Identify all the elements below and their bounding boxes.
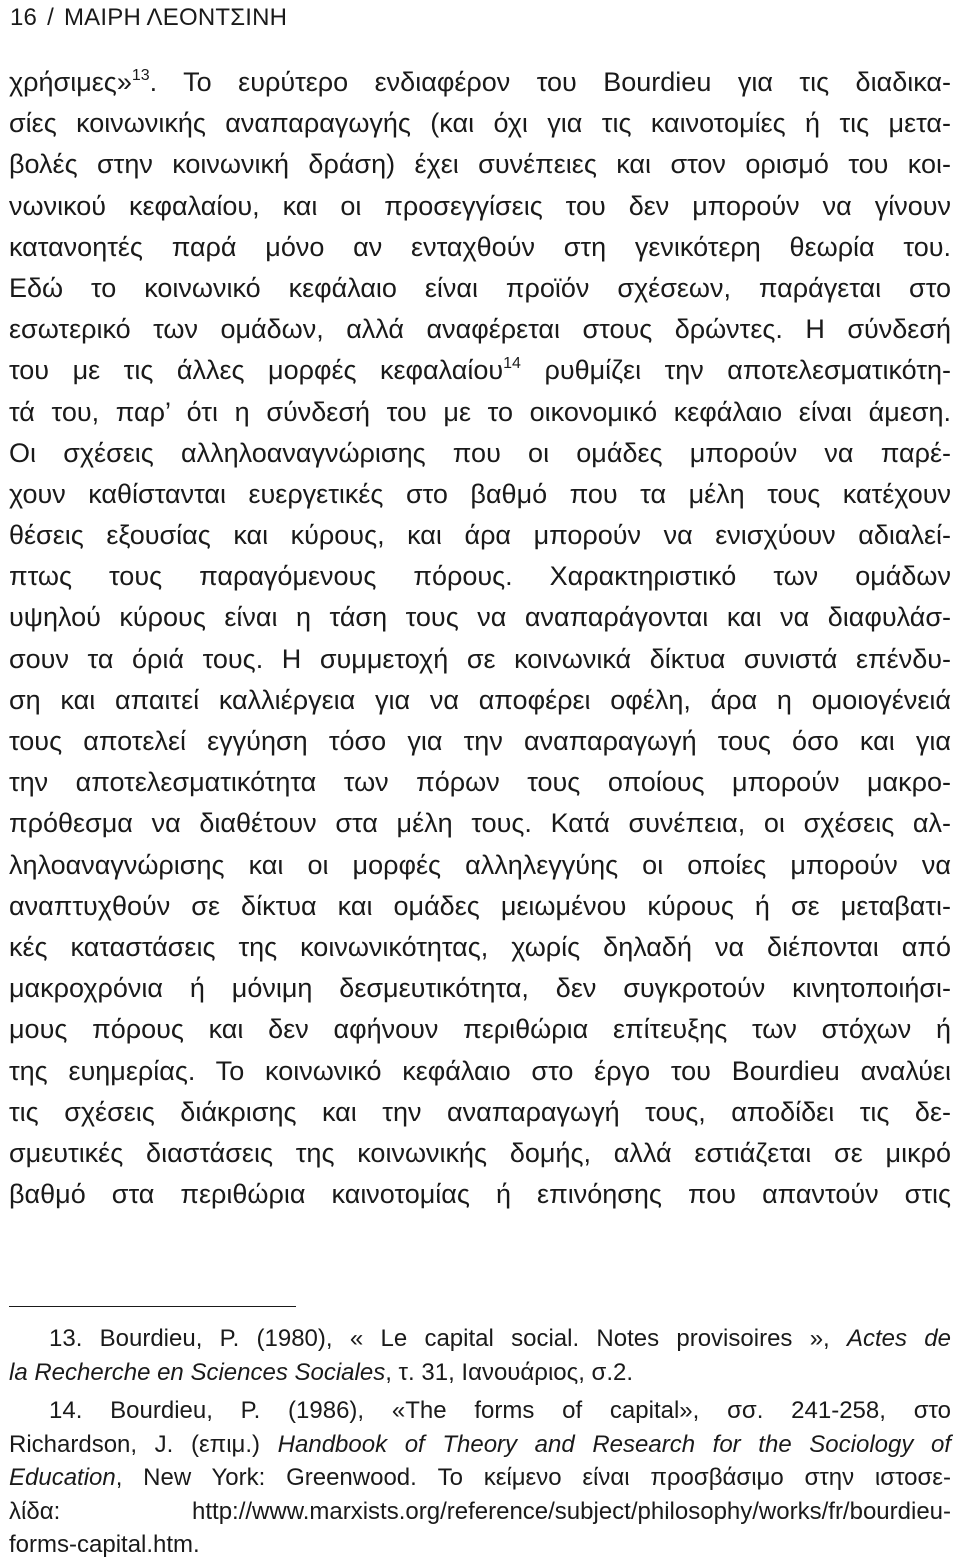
text-run: λίδα: http://www.marxists.org/reference/subject/philosophy/works/fr/bourdieu- <box>9 1497 951 1525</box>
text-run: βαθμό στα περιθώρια καινοτομίας ή επινόησης που απαντούν στις <box>9 1179 951 1210</box>
footnote-line <box>9 1528 951 1562</box>
footnote-line <box>9 1322 951 1356</box>
header-separator: / <box>47 4 54 31</box>
running-header <box>10 4 287 32</box>
text-line <box>9 515 951 556</box>
footnote-line <box>9 1394 951 1428</box>
text-run: . Το ευρύτερο ενδιαφέρον του Bourdieu για τις διαδικα- <box>149 67 951 97</box>
footnote-line <box>9 1428 951 1462</box>
text-run: την αποτελεσματικότητα των πόρων τους οποίους μπορούν μακρο- <box>9 767 951 798</box>
text-run: ληλοαναγνώρισης και οι μορφές αλληλεγγύης οι οποίες μπορούν να <box>9 849 951 880</box>
text-run: πτως τους παραγόμενους πόρους. Χαρακτηριστικό των ομάδων <box>9 561 951 592</box>
text-line <box>9 227 951 268</box>
text-line <box>9 1009 951 1050</box>
text-line <box>9 103 951 144</box>
text-run: αναπτυχθούν σε δίκτυα και ομάδες μειωμένου κύρους ή σε μεταβατι- <box>9 890 951 921</box>
text-line <box>9 762 951 803</box>
text-line <box>9 803 951 844</box>
text-run: Εδώ το κοινωνικό κεφάλαιο είναι προϊόν σχέσεων, παράγεται στο <box>9 272 951 303</box>
text-run: θέσεις εξουσίας και κύρους, και άρα μπορούν να ενισχύουν αδιαλεί- <box>9 520 951 551</box>
footnote-line <box>9 1356 951 1390</box>
text-line <box>9 433 951 474</box>
footnote <box>9 1394 951 1562</box>
text-line <box>9 1092 951 1133</box>
text-run: πρόθεσμα να διαθέτουν στα μέλη τους. Κατά συνέπεια, οι σχέσεις αλ- <box>9 808 951 839</box>
text-line <box>9 144 951 185</box>
text-line <box>9 186 951 227</box>
text-run: βολές στην κοινωνική δράση) έχει συνέπειες και στον ορισμό του κοι- <box>9 149 951 180</box>
italic-title: Education <box>9 1464 116 1491</box>
text-line <box>9 639 951 680</box>
text-run: τους αποτελεί εγγύηση τόσο για την αναπαραγωγή τους όσο και για <box>9 726 951 756</box>
text-line <box>9 268 951 309</box>
text-line <box>9 968 951 1009</box>
text-run: ση και απαιτεί καλλιέργεια για να αποφέρει οφέλη, άρα η ομοιογένειά <box>9 684 951 715</box>
body-text <box>9 62 951 1215</box>
text-run: χουν καθίστανται ευεργετικές στο βαθμό που τα μέλη τους κατέχουν <box>9 478 951 509</box>
footnote-line <box>9 1495 951 1529</box>
text-run: μους πόρους και δεν αφήνουν περιθώρια επίτευξης των στόχων ή <box>9 1014 951 1045</box>
text-line <box>9 474 951 515</box>
text-run: εσωτερικό των ομάδων, αλλά αναφέρεται στους δρώντες. Η σύνδεσή <box>9 314 951 345</box>
text-run: μακροχρόνια ή μόνιμη δεσμευτικότητα, δεν συγκροτούν κινητοποιήσι- <box>9 973 951 1004</box>
text-run: σμευτικές διαστάσεις της κοινωνικής δομής, αλλά εστιάζεται σε μικρό <box>9 1137 951 1168</box>
text-run: νωνικού κεφαλαίου, και οι προσεγγίσεις του δεν μπορούν να γίνουν <box>9 190 951 221</box>
text-line <box>9 1133 951 1174</box>
text-line <box>9 62 951 103</box>
text-line <box>9 556 951 597</box>
text-run: Richardson, J. (επιμ.) <box>9 1430 278 1458</box>
footnote-ref: 14 <box>503 355 521 373</box>
text-run: forms-capital.htm. <box>9 1531 200 1558</box>
text-run: κές καταστάσεις της κοινωνικότητας, χωρίς δηλαδή να διέπονται από <box>9 931 951 962</box>
italic-title: la Recherche en Sciences Sociales <box>9 1358 386 1386</box>
text-line <box>9 845 951 886</box>
italic-title: Handbook of Theory and Research for the Sociology of <box>277 1430 951 1458</box>
footnote-ref: 13 <box>131 67 150 84</box>
text-run: τις σχέσεις διάκρισης και την αναπαραγωγή τους, αποδίδει τις δε- <box>9 1096 951 1127</box>
text-run: 14. Bourdieu, P. (1986), «The forms of capital», σσ. 241-258, στο <box>49 1397 951 1424</box>
footnote <box>9 1322 951 1389</box>
footnote-line <box>9 1461 951 1495</box>
text-run: της ευημερίας. Το κοινωνικό κεφάλαιο στο έργο του Bourdieu αναλύει <box>9 1055 951 1086</box>
text-line <box>9 1051 951 1092</box>
text-run: , τ. 31, Ιανουάριος, σ.2. <box>385 1358 634 1386</box>
text-line <box>9 886 951 927</box>
header-author: ΜΑΙΡΗ ΛΕΟΝΤΣΙΝΗ <box>63 4 288 31</box>
text-run: , New York: Greenwood. Το κείμενο είναι προσβάσιμο στην ιστοσε- <box>115 1464 951 1491</box>
text-run: ρυθμίζει την αποτελεσματικότη- <box>520 355 951 386</box>
text-run: υψηλού κύρους είναι η τάση τους να αναπαράγονται και να διαφυλάσ- <box>9 602 951 633</box>
italic-title: Actes de <box>847 1325 951 1352</box>
text-run: κατανοητές παρά μόνο αν ενταχθούν στη γενικότερη θεωρία του. <box>9 231 951 262</box>
text-run: χρήσιμες» <box>9 67 132 97</box>
text-run: σίες κοινωνικής αναπαραγωγής (και όχι για τις καινοτομίες ή τις μετα- <box>9 108 951 139</box>
text-run: Οι σχέσεις αλληλοαναγνώρισης που οι ομάδες μπορούν να παρέ- <box>9 437 951 468</box>
text-run: σουν τα όριά τους. Η συμμετοχή σε κοινωνικά δίκτυα συνιστά επένδυ- <box>9 643 951 674</box>
footnote-rule <box>9 1306 296 1307</box>
text-run: του με τις άλλες μορφές κεφαλαίου <box>9 355 504 386</box>
text-run: 13. Bourdieu, P. (1980), « Le capital social. Notes provisoires », <box>49 1325 847 1352</box>
text-line <box>9 721 951 762</box>
text-line <box>9 927 951 968</box>
text-line <box>9 597 951 638</box>
text-line <box>9 680 951 721</box>
text-line <box>9 1174 951 1215</box>
footnotes <box>9 1322 951 1562</box>
text-line <box>9 309 951 350</box>
text-line <box>9 392 951 433</box>
text-line <box>9 350 951 391</box>
text-run: τά του, παρ’ ότι η σύνδεσή του με το οικονομικό κεφάλαιο είναι άμεση. <box>9 396 951 427</box>
page-number: 16 <box>10 4 38 31</box>
